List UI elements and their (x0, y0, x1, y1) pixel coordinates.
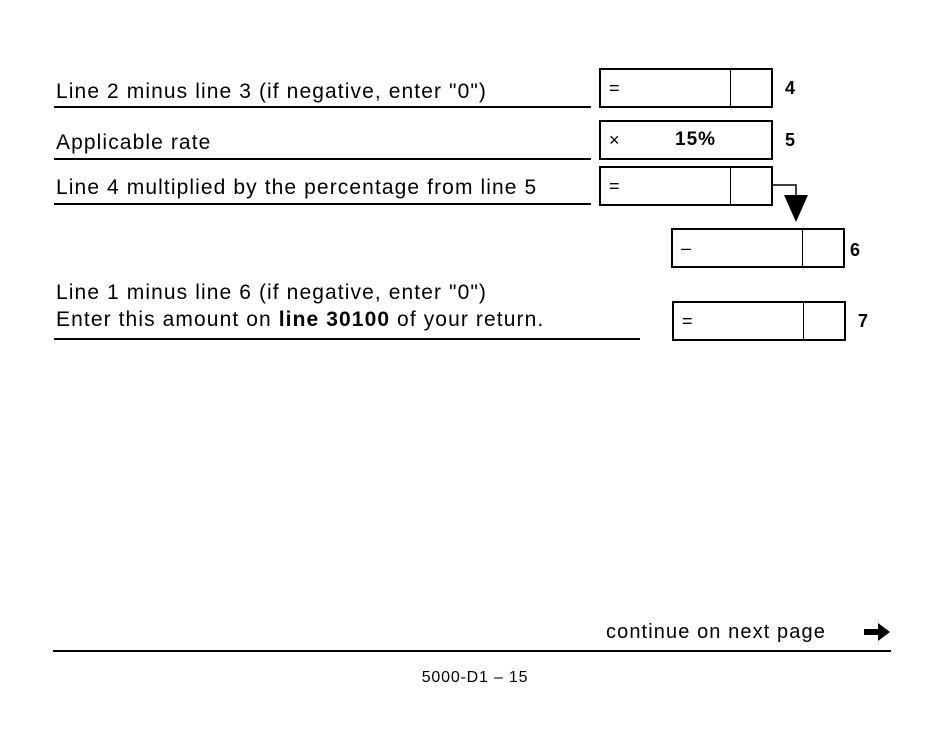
line-7-label-line1: Line 1 minus line 6 (if negative, enter "0") (56, 281, 488, 304)
line-7-number: 7 (858, 311, 869, 331)
line-4x5-operator: = (609, 176, 620, 196)
continue-on-next-page-text: continue on next page (606, 621, 826, 643)
line-4-rule (54, 106, 591, 108)
line-6-number: 6 (850, 240, 861, 260)
line-4x5-rule (54, 203, 591, 205)
line-5-rate-value: 15% (675, 129, 717, 150)
line-6-operator: – (681, 238, 692, 258)
line-7-operator: = (682, 311, 693, 331)
line-4-operator: = (609, 78, 620, 98)
line-5-label: Applicable rate (56, 131, 212, 154)
connector-arrow-icon (770, 180, 820, 226)
line-7-amount-field[interactable] (672, 301, 846, 341)
line-4x5-amount-field[interactable] (599, 166, 773, 206)
line-4x5-label: Line 4 multiplied by the percentage from line 5 (56, 176, 538, 199)
footer-rule (53, 650, 891, 652)
line-7-rule (54, 338, 640, 340)
line-4-label: Line 2 minus line 3 (if negative, enter "0") (56, 80, 488, 103)
line-4-number: 4 (785, 78, 796, 98)
arrow-right-icon (862, 620, 892, 644)
cents-separator (730, 70, 731, 106)
line-30100-reference: line 30100 (278, 308, 391, 331)
line-5-number: 5 (785, 130, 796, 150)
line-6-amount-field[interactable] (671, 228, 845, 268)
line-5-rate-field (599, 120, 773, 160)
line-5-rule (54, 158, 591, 160)
line-4-amount-field[interactable] (599, 68, 773, 108)
cents-separator (730, 168, 731, 204)
line-5-operator: × (609, 130, 620, 150)
cents-separator (803, 303, 804, 339)
page-reference: 5000-D1 – 15 (421, 669, 529, 686)
line-7-label-line2: Enter this amount on line 30100 of your return. (56, 308, 545, 331)
cents-separator (802, 230, 803, 266)
